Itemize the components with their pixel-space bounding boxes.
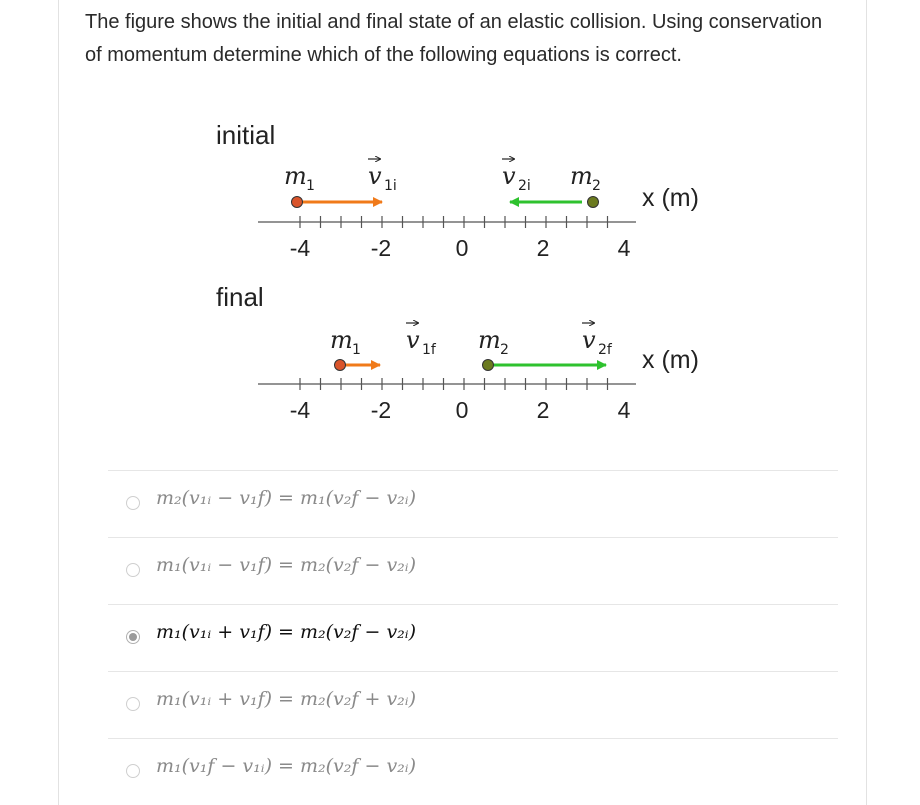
axis-tick-label: 4 [617,235,631,261]
svg-text:1: 1 [306,178,315,194]
svg-text:v: v [502,162,516,190]
radio-button[interactable] [126,563,140,577]
initial-v2-label [502,159,531,194]
svg-text:1: 1 [352,342,361,358]
final-m1-label [330,326,361,358]
svg-text:v: v [582,326,596,354]
answer-option[interactable] [108,470,838,537]
axis-tick-label: -4 [289,397,311,423]
radio-button[interactable] [126,697,140,711]
answer-option[interactable] [108,671,838,738]
axis-tick-label: 2 [536,397,550,423]
option-equation: m₁(v₁ᵢ − v₁f) = m₂(v₂f − v₂ᵢ) [156,554,417,576]
radio-button[interactable] [126,496,140,510]
final-label: final [216,282,264,312]
initial-v1-label [368,159,397,194]
initial-label: initial [216,120,276,150]
answer-option[interactable] [108,738,838,805]
radio-button[interactable] [126,764,140,778]
axis-tick-label: 4 [617,397,631,423]
final-axis-ticks [290,378,631,423]
svg-text:m: m [284,162,307,190]
axis-tick-label: 0 [455,235,469,261]
axis-tick-label: -2 [370,397,392,423]
initial-axis-label: x (m) [642,184,699,212]
option-equation: m₁(v₁ᵢ + v₁f) = m₂(v₂f − v₂ᵢ) [156,621,417,643]
answer-option[interactable] [108,537,838,604]
svg-text:1i: 1i [384,178,397,194]
initial-m2-label [570,162,601,194]
initial-m1-label [284,162,315,194]
final-axis-label: x (m) [642,346,699,374]
axis-tick-label: 2 [536,235,550,261]
initial-m1-ball [292,197,303,208]
svg-text:v: v [368,162,382,190]
radio-button[interactable] [126,630,140,644]
svg-text:2f: 2f [598,342,612,358]
svg-text:2i: 2i [518,178,531,194]
option-equation: m₂(v₁ᵢ − v₁f) = m₁(v₂f − v₂ᵢ) [156,487,417,509]
final-m2-label [478,326,509,358]
final-m1-ball [335,360,346,371]
axis-tick-label: -4 [289,235,311,261]
svg-text:2: 2 [500,342,509,358]
final-v1-label [406,323,437,358]
svg-text:m: m [478,326,501,354]
option-equation: m₁(v₁ᵢ + v₁f) = m₂(v₂f + v₂ᵢ) [156,688,417,710]
svg-text:m: m [570,162,593,190]
question-text: The figure shows the initial and final state of an elastic collision. Using conservation of momentum determine which of the following equations is correct. [85,11,823,66]
svg-text:1f: 1f [422,342,436,358]
option-equation: m₁(v₁f − v₁ᵢ) = m₂(v₂f − v₂ᵢ) [156,755,417,777]
answer-option[interactable] [108,604,838,671]
final-v2-label [582,323,613,358]
axis-tick-label: 0 [455,397,469,423]
svg-text:v: v [406,326,420,354]
axis-tick-label: -2 [370,235,392,261]
svg-text:m: m [330,326,353,354]
radio-selected-dot [129,633,137,641]
initial-m2-ball [588,197,599,208]
answer-options [108,470,838,805]
initial-axis-ticks [290,216,631,261]
final-m2-ball [483,360,494,371]
svg-text:2: 2 [592,178,601,194]
